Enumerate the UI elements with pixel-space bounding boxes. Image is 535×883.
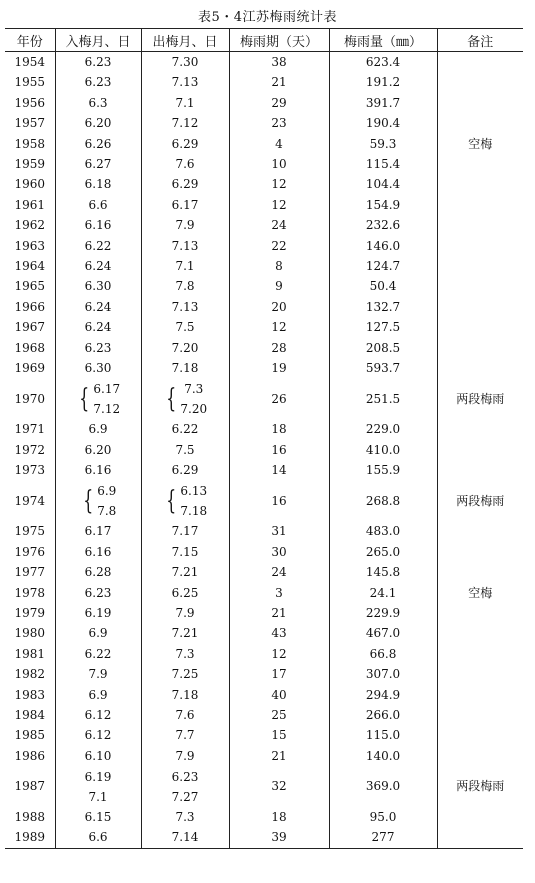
table-row — [5, 276, 523, 296]
rainfall-cell: 191.2 — [329, 72, 437, 92]
table-row — [5, 460, 523, 480]
duration-cell: 25 — [229, 705, 329, 725]
onset-date-cell: 7.9 — [55, 664, 141, 684]
remark-cell — [437, 623, 523, 643]
onset-date-cell-value: 7.8 — [97, 503, 117, 518]
end-date-cell: 7.13 — [141, 297, 229, 317]
end-date-cell: 7.13 — [141, 236, 229, 256]
table-row — [5, 195, 523, 215]
end-date-cell: 7.1 — [141, 256, 229, 276]
remark-cell — [437, 419, 523, 439]
year-cell: 1973 — [14, 463, 46, 478]
end-date-cell: 7.3 — [141, 644, 229, 664]
onset-date-cell — [55, 766, 141, 807]
end-date-cell: 7.7 — [141, 725, 229, 745]
table-row — [5, 419, 523, 439]
table-row — [5, 72, 523, 92]
duration-cell: 20 — [229, 297, 329, 317]
table-row — [5, 521, 523, 541]
end-date-cell: 6.29 — [141, 460, 229, 480]
remark-cell: 两段梅雨 — [437, 481, 523, 522]
remark-cell — [437, 276, 523, 296]
onset-date-cell: 6.9 — [55, 623, 141, 643]
rainfall-cell: 190.4 — [329, 113, 437, 133]
rainfall-cell: 154.9 — [329, 195, 437, 215]
duration-cell: 26 — [229, 379, 329, 420]
onset-date-cell: 6.9 — [55, 419, 141, 439]
table-row — [5, 236, 523, 256]
end-date-cell: 7.12 — [141, 113, 229, 133]
end-date-cell: 7.3 — [141, 807, 229, 827]
remark-cell — [437, 52, 523, 73]
onset-date-cell: 6.6 — [55, 827, 141, 848]
table-row — [5, 827, 523, 848]
end-date-cell: 7.13 — [141, 72, 229, 92]
end-date-cell-stack — [180, 481, 207, 521]
rainfall-cell: 467.0 — [329, 623, 437, 643]
rainfall-cell: 307.0 — [329, 664, 437, 684]
onset-date-cell: 6.27 — [55, 154, 141, 174]
onset-date-cell: 6.17 — [55, 521, 141, 541]
year-cell: 1965 — [14, 279, 46, 294]
duration-cell: 12 — [229, 644, 329, 664]
year-cell: 1988 — [14, 809, 46, 824]
rainfall-cell: 124.7 — [329, 256, 437, 276]
rainfall-cell: 410.0 — [329, 440, 437, 460]
rainfall-cell: 66.8 — [329, 644, 437, 664]
onset-date-cell — [55, 379, 141, 420]
end-date-cell: 6.29 — [141, 174, 229, 194]
year-cell: 1971 — [14, 422, 46, 437]
end-date-cell-pair — [163, 481, 207, 521]
year-cell: 1968 — [14, 340, 46, 355]
rainfall-cell: 59.3 — [329, 134, 437, 154]
table-row — [5, 562, 523, 582]
duration-cell: 43 — [229, 623, 329, 643]
rainfall-cell: 50.4 — [329, 276, 437, 296]
end-date-cell-value: 6.13 — [180, 483, 208, 498]
onset-date-cell: 6.6 — [55, 195, 141, 215]
remark-cell — [437, 521, 523, 541]
duration-cell: 4 — [229, 134, 329, 154]
onset-date-cell: 6.20 — [55, 440, 141, 460]
header-remark: 备注 — [437, 29, 523, 52]
year-cell: 1986 — [14, 748, 46, 763]
onset-date-cell-value: 6.19 — [84, 769, 112, 784]
remark-cell — [437, 215, 523, 235]
rainfall-cell: 593.7 — [329, 358, 437, 378]
end-date-cell: 7.6 — [141, 705, 229, 725]
remark-cell — [437, 705, 523, 725]
duration-cell: 16 — [229, 440, 329, 460]
onset-date-cell: 6.12 — [55, 725, 141, 745]
duration-cell: 21 — [229, 603, 329, 623]
onset-date-cell-value: 7.12 — [93, 401, 121, 416]
end-date-cell — [141, 379, 229, 420]
remark-cell — [437, 725, 523, 745]
table-row — [5, 440, 523, 460]
remark-cell — [437, 297, 523, 317]
rainfall-cell: 265.0 — [329, 542, 437, 562]
rainfall-cell: 95.0 — [329, 807, 437, 827]
end-date-cell: 7.21 — [141, 623, 229, 643]
table-row — [5, 766, 523, 807]
duration-cell: 18 — [229, 807, 329, 827]
table-title: 表5・4江苏梅雨统计表 — [197, 10, 338, 25]
onset-date-cell: 6.24 — [55, 256, 141, 276]
end-date-cell: 7.14 — [141, 827, 229, 848]
rainfall-cell: 127.5 — [329, 317, 437, 337]
year-cell: 1978 — [14, 585, 46, 600]
onset-date-cell: 6.23 — [55, 52, 141, 73]
remark-cell — [437, 154, 523, 174]
year-cell: 1961 — [14, 197, 46, 212]
remark-cell: 两段梅雨 — [437, 766, 523, 807]
header-rainfall: 梅雨量（㎜） — [329, 29, 437, 52]
table-row — [5, 705, 523, 725]
duration-cell: 23 — [229, 113, 329, 133]
year-cell: 1957 — [14, 116, 46, 131]
duration-cell: 12 — [229, 195, 329, 215]
year-cell: 1963 — [14, 238, 46, 253]
year-cell: 1984 — [14, 707, 46, 722]
duration-cell: 18 — [229, 419, 329, 439]
table-row — [5, 379, 523, 420]
rainfall-cell: 229.9 — [329, 603, 437, 623]
onset-date-cell: 6.16 — [55, 215, 141, 235]
onset-date-cell: 6.9 — [55, 685, 141, 705]
end-date-cell — [141, 766, 229, 807]
end-date-cell-value: 7.27 — [171, 789, 199, 804]
end-date-cell: 7.25 — [141, 664, 229, 684]
onset-date-cell: 6.3 — [55, 93, 141, 113]
rainfall-cell: 268.8 — [329, 481, 437, 522]
table-row — [5, 52, 523, 73]
table-row — [5, 317, 523, 337]
rainfall-cell: 251.5 — [329, 379, 437, 420]
remark-cell — [437, 644, 523, 664]
duration-cell: 24 — [229, 562, 329, 582]
duration-cell: 30 — [229, 542, 329, 562]
year-cell: 1955 — [14, 75, 46, 90]
rainfall-cell: 115.0 — [329, 725, 437, 745]
year-cell: 1976 — [14, 544, 46, 559]
remark-cell — [437, 440, 523, 460]
table-row — [5, 297, 523, 317]
remark-cell — [437, 603, 523, 623]
onset-date-cell-pair — [85, 767, 112, 807]
remark-cell — [437, 807, 523, 827]
onset-date-cell-pair — [76, 379, 120, 419]
onset-date-cell: 6.23 — [55, 72, 141, 92]
duration-cell: 39 — [229, 827, 329, 848]
duration-cell: 3 — [229, 583, 329, 603]
remark-cell — [437, 685, 523, 705]
duration-cell: 32 — [229, 766, 329, 807]
table-row — [5, 623, 523, 643]
duration-cell: 17 — [229, 664, 329, 684]
end-date-cell: 7.21 — [141, 562, 229, 582]
duration-cell: 8 — [229, 256, 329, 276]
rainfall-cell: 208.5 — [329, 338, 437, 358]
onset-date-cell: 6.30 — [55, 358, 141, 378]
duration-cell: 21 — [229, 72, 329, 92]
duration-cell: 24 — [229, 215, 329, 235]
onset-date-cell-value: 6.17 — [93, 381, 121, 396]
year-cell: 1956 — [14, 95, 46, 110]
year-cell: 1979 — [14, 605, 46, 620]
year-cell: 1989 — [5, 827, 55, 848]
table-row — [5, 481, 523, 522]
rainfall-cell: 115.4 — [329, 154, 437, 174]
end-date-cell — [141, 481, 229, 522]
end-date-cell: 6.22 — [141, 419, 229, 439]
remark-cell — [437, 358, 523, 378]
table-row — [5, 93, 523, 113]
brace-mark: { — [82, 485, 93, 516]
remark-cell — [437, 338, 523, 358]
duration-cell: 10 — [229, 154, 329, 174]
onset-date-cell — [55, 481, 141, 522]
remark-cell: 两段梅雨 — [437, 379, 523, 420]
rainfall-cell: 294.9 — [329, 685, 437, 705]
rainfall-cell: 24.1 — [329, 583, 437, 603]
year-cell: 1983 — [14, 687, 46, 702]
end-date-cell: 7.5 — [141, 317, 229, 337]
year-cell: 1969 — [14, 361, 46, 376]
end-date-cell: 7.15 — [141, 542, 229, 562]
remark-cell — [437, 827, 523, 848]
duration-cell: 19 — [229, 358, 329, 378]
rainfall-cell: 145.8 — [329, 562, 437, 582]
meiyu-statistics-table — [5, 28, 523, 849]
duration-cell: 22 — [229, 236, 329, 256]
header-year: 年份 — [5, 29, 55, 52]
remark-cell: 空梅 — [437, 134, 523, 154]
duration-cell: 9 — [229, 276, 329, 296]
table-row — [5, 725, 523, 745]
table-row — [5, 134, 523, 154]
table-body — [5, 52, 523, 849]
table-row — [5, 583, 523, 603]
duration-cell: 15 — [229, 725, 329, 745]
end-date-cell-pair — [172, 767, 199, 807]
rainfall-cell: 132.7 — [329, 297, 437, 317]
brace-mark: { — [166, 383, 177, 414]
onset-date-cell: 6.26 — [55, 134, 141, 154]
remark-cell — [437, 195, 523, 215]
onset-date-cell-stack — [85, 767, 112, 807]
onset-date-cell: 6.12 — [55, 705, 141, 725]
table-row — [5, 603, 523, 623]
end-date-cell: 7.9 — [141, 215, 229, 235]
end-date-cell: 7.8 — [141, 276, 229, 296]
header-end-date: 出梅月、日 — [141, 29, 229, 52]
onset-date-cell: 6.23 — [55, 583, 141, 603]
year-cell: 1981 — [14, 646, 46, 661]
end-date-cell: 7.6 — [141, 154, 229, 174]
year-cell: 1985 — [14, 728, 46, 743]
end-date-cell: 7.9 — [141, 746, 229, 766]
table-row — [5, 256, 523, 276]
year-cell: 1975 — [14, 524, 46, 539]
year-cell: 1962 — [14, 218, 46, 233]
rainfall-cell: 369.0 — [329, 766, 437, 807]
rainfall-cell: 140.0 — [329, 746, 437, 766]
year-cell: 1960 — [14, 177, 46, 192]
year-cell: 1974 — [14, 493, 46, 508]
end-date-cell: 6.25 — [141, 583, 229, 603]
table-row — [5, 154, 523, 174]
onset-date-cell: 6.24 — [55, 297, 141, 317]
table-row — [5, 685, 523, 705]
year-cell: 1977 — [14, 565, 46, 580]
onset-date-cell: 6.30 — [55, 276, 141, 296]
brace-mark: { — [166, 485, 177, 516]
duration-cell: 14 — [229, 460, 329, 480]
onset-date-cell-pair — [80, 481, 117, 521]
duration-cell: 29 — [229, 93, 329, 113]
onset-date-cell: 6.15 — [55, 807, 141, 827]
onset-date-cell: 6.22 — [55, 644, 141, 664]
end-date-cell: 7.1 — [141, 93, 229, 113]
year-cell: 1966 — [14, 299, 46, 314]
year-cell: 1958 — [14, 136, 46, 151]
year-cell: 1987 — [14, 779, 46, 794]
rainfall-cell: 229.0 — [329, 419, 437, 439]
table-row — [5, 338, 523, 358]
remark-cell — [437, 113, 523, 133]
table-row — [5, 746, 523, 766]
onset-date-cell: 6.18 — [55, 174, 141, 194]
remark-cell — [437, 562, 523, 582]
onset-date-cell-value: 6.9 — [97, 483, 117, 498]
year-cell: 1967 — [14, 320, 46, 335]
remark-cell — [437, 256, 523, 276]
table-row — [5, 542, 523, 562]
table-row — [5, 358, 523, 378]
end-date-cell-value: 7.3 — [184, 381, 204, 396]
rainfall-cell: 391.7 — [329, 93, 437, 113]
onset-date-cell: 6.16 — [55, 460, 141, 480]
onset-date-cell-stack — [93, 379, 120, 419]
duration-cell: 28 — [229, 338, 329, 358]
end-date-cell-value: 7.18 — [180, 503, 208, 518]
table-row — [5, 807, 523, 827]
rainfall-cell: 266.0 — [329, 705, 437, 725]
onset-date-cell: 6.19 — [55, 603, 141, 623]
year-cell: 1959 — [14, 157, 46, 172]
end-date-cell: 7.17 — [141, 521, 229, 541]
duration-cell: 40 — [229, 685, 329, 705]
end-date-cell-value: 6.23 — [171, 769, 199, 784]
remark-cell — [437, 174, 523, 194]
end-date-cell: 7.18 — [141, 685, 229, 705]
onset-date-cell: 6.22 — [55, 236, 141, 256]
duration-cell: 16 — [229, 481, 329, 522]
end-date-cell-stack — [172, 767, 199, 807]
end-date-cell: 7.20 — [141, 338, 229, 358]
remark-cell — [437, 746, 523, 766]
duration-cell: 12 — [229, 317, 329, 337]
brace-mark: { — [79, 383, 90, 414]
rainfall-cell: 623.4 — [329, 52, 437, 73]
table-header — [5, 29, 523, 52]
header-onset-date: 入梅月、日 — [55, 29, 141, 52]
remark-cell — [437, 664, 523, 684]
end-date-cell-stack — [180, 379, 207, 419]
remark-cell: 空梅 — [437, 583, 523, 603]
onset-date-cell: 6.16 — [55, 542, 141, 562]
rainfall-cell: 483.0 — [329, 521, 437, 541]
duration-cell: 21 — [229, 746, 329, 766]
remark-cell — [437, 72, 523, 92]
year-cell: 1980 — [14, 626, 46, 641]
table-row — [5, 664, 523, 684]
table-row — [5, 113, 523, 133]
onset-date-cell: 6.10 — [55, 746, 141, 766]
table-row — [5, 644, 523, 664]
end-date-cell-pair — [163, 379, 207, 419]
remark-cell — [437, 236, 523, 256]
table-row — [5, 174, 523, 194]
onset-date-cell-value: 7.1 — [88, 789, 108, 804]
remark-cell — [437, 542, 523, 562]
end-date-cell: 7.9 — [141, 603, 229, 623]
end-date-cell-value: 7.20 — [180, 401, 208, 416]
end-date-cell: 7.5 — [141, 440, 229, 460]
end-date-cell: 7.18 — [141, 358, 229, 378]
end-date-cell: 6.17 — [141, 195, 229, 215]
rainfall-cell: 104.4 — [329, 174, 437, 194]
year-cell: 1954 — [14, 55, 46, 69]
onset-date-cell: 6.23 — [55, 338, 141, 358]
onset-date-cell: 6.28 — [55, 562, 141, 582]
remark-cell — [437, 93, 523, 113]
onset-date-cell: 6.24 — [55, 317, 141, 337]
rainfall-cell: 155.9 — [329, 460, 437, 480]
year-cell: 1972 — [14, 442, 46, 457]
header-duration: 梅雨期（天） — [229, 29, 329, 52]
header-row — [5, 29, 523, 52]
duration-cell: 12 — [229, 174, 329, 194]
end-date-cell: 6.29 — [141, 134, 229, 154]
year-cell: 1970 — [14, 391, 46, 406]
end-date-cell: 7.30 — [141, 52, 229, 73]
remark-cell — [437, 317, 523, 337]
duration-cell: 31 — [229, 521, 329, 541]
rainfall-cell: 277 — [329, 827, 437, 848]
rainfall-cell: 232.6 — [329, 215, 437, 235]
onset-date-cell: 6.20 — [55, 113, 141, 133]
year-cell: 1964 — [14, 259, 46, 274]
duration-cell: 38 — [229, 52, 329, 73]
onset-date-cell-stack — [97, 481, 116, 521]
year-cell: 1982 — [14, 667, 46, 682]
rainfall-cell: 146.0 — [329, 236, 437, 256]
remark-cell — [437, 460, 523, 480]
table-row — [5, 215, 523, 235]
